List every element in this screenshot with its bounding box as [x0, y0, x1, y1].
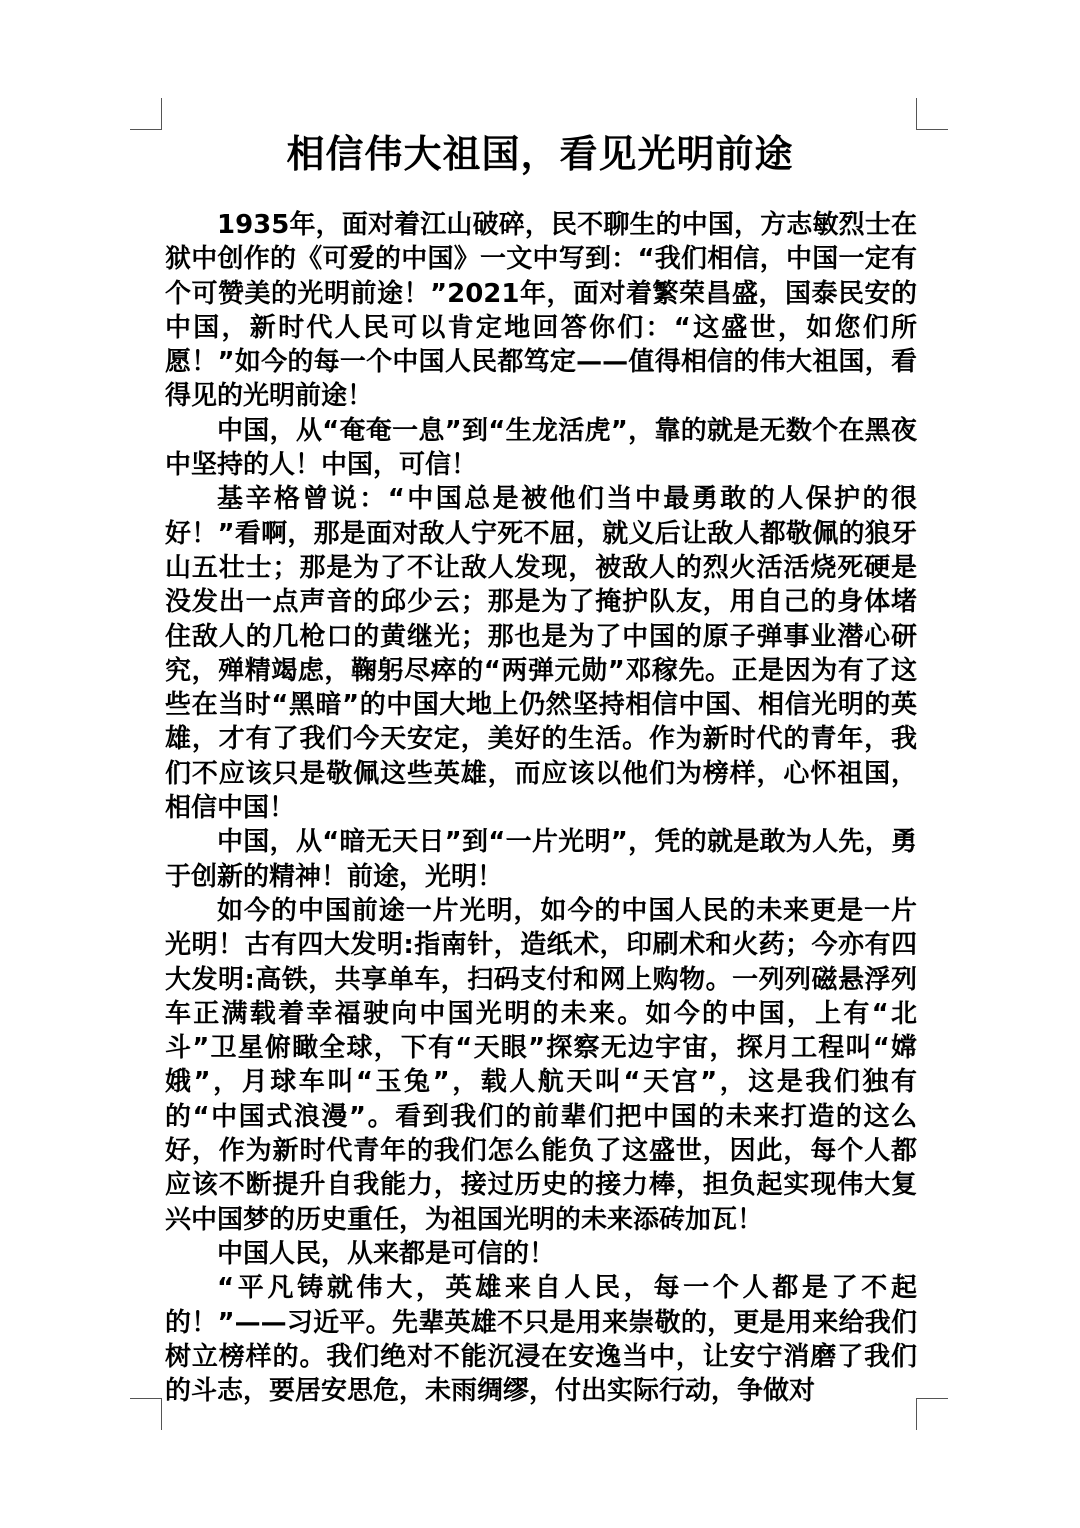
- paragraph-4: 中国，从“暗无天日”到“一片光明”，凭的就是敢为人先，勇于创新的精神！前途，光明！: [165, 827, 917, 892]
- paragraph-7: “平凡铸就伟大，英雄来自人民，每一个人都是了不起的！”——习近平。先辈英雄不只是用来崇敬的，更是用来给我们树立榜样的。我们绝对不能沉浸在安逸当中，让安宁消磨了我们的斗志，要居安思危，未雨绸缪，付出实际行动，争做对: [165, 1273, 917, 1407]
- paragraph-5: 如今的中国前途一片光明，如今的中国人民的未来更是一片光明！古有四大发明:指南针，造纸术，印刷术和火药；今亦有四大发明:高铁，共享单车，扫码支付和网上购物。一列列磁悬浮列车正满载着幸福驶向中国光明的未来。如今的中国，上有“北斗”卫星俯瞰全球，下有“天眼”探察无边宇宙，探月工程叫“嫦娥”，月球车叫“玉兔”，载人航天叫“天宫”，这是我们独有的“中国式浪漫”。看到我们的前辈们把中国的未来打造的这么好，作为新时代青年的我们怎么能负了这盛世，因此，每个人都应该不断提升自我能力，接过历史的接力棒，担负起实现伟大复兴中国梦的历史重任，为祖国光明的未来添砖加瓦！: [165, 895, 917, 1235]
- document-body: [165, 208, 917, 1408]
- paragraph-2: 中国，从“奄奄一息”到“生龙活虎”，靠的就是无数个在黑夜中坚持的人！中国，可信！: [165, 415, 917, 481]
- document-title: 相信伟大祖国，看见光明前途: [286, 132, 794, 176]
- paragraph-1: 1935年，面对着江山破碎，民不聊生的中国，方志敏烈士在狱中创作的《可爱的中国》一文中写到：“我们相信，中国一定有个可赞美的光明前途！”2021年，面对着繁荣昌盛，国泰民安的中国，新时代人民可以肯定地回答你们：“这盛世，如您们所愿！”如今的每一个中国人民都笃定——值得相信的伟大祖国，看得见的光明前途！: [165, 210, 917, 412]
- paragraph-3: 基辛格曾说：“中国总是被他们当中最勇敢的人保护的很好！”看啊，那是面对敌人宁死不屈，就义后让敌人都敬佩的狼牙山五壮士；那是为了不让敌人发现，被敌人的烈火活活烧死硬是没发出一点声音的邱少云；那是为了掩护队友，用自己的身体堵住敌人的几枪口的黄继光；那也是为了中国的原子弹事业潜心研究，殚精竭虑，鞠躬尽瘁的“两弹元勋”邓稼先。正是因为有了这些在当时“黑暗”的中国大地上仍然坚持相信中国、相信光明的英雄，才有了我们今天安定，美好的生活。作为新时代的青年，我们不应该只是敬佩这些英雄，而应该以他们为榜样，心怀祖国，相信中国！: [165, 484, 917, 824]
- page-corner-mark-top-left: [130, 98, 162, 130]
- page-corner-mark-bottom-right: [916, 1398, 948, 1430]
- page-corner-mark-bottom-left: [130, 1398, 162, 1430]
- page-corner-mark-top-right: [916, 98, 948, 130]
- paragraph-6: 中国人民，从来都是可信的！: [217, 1238, 556, 1269]
